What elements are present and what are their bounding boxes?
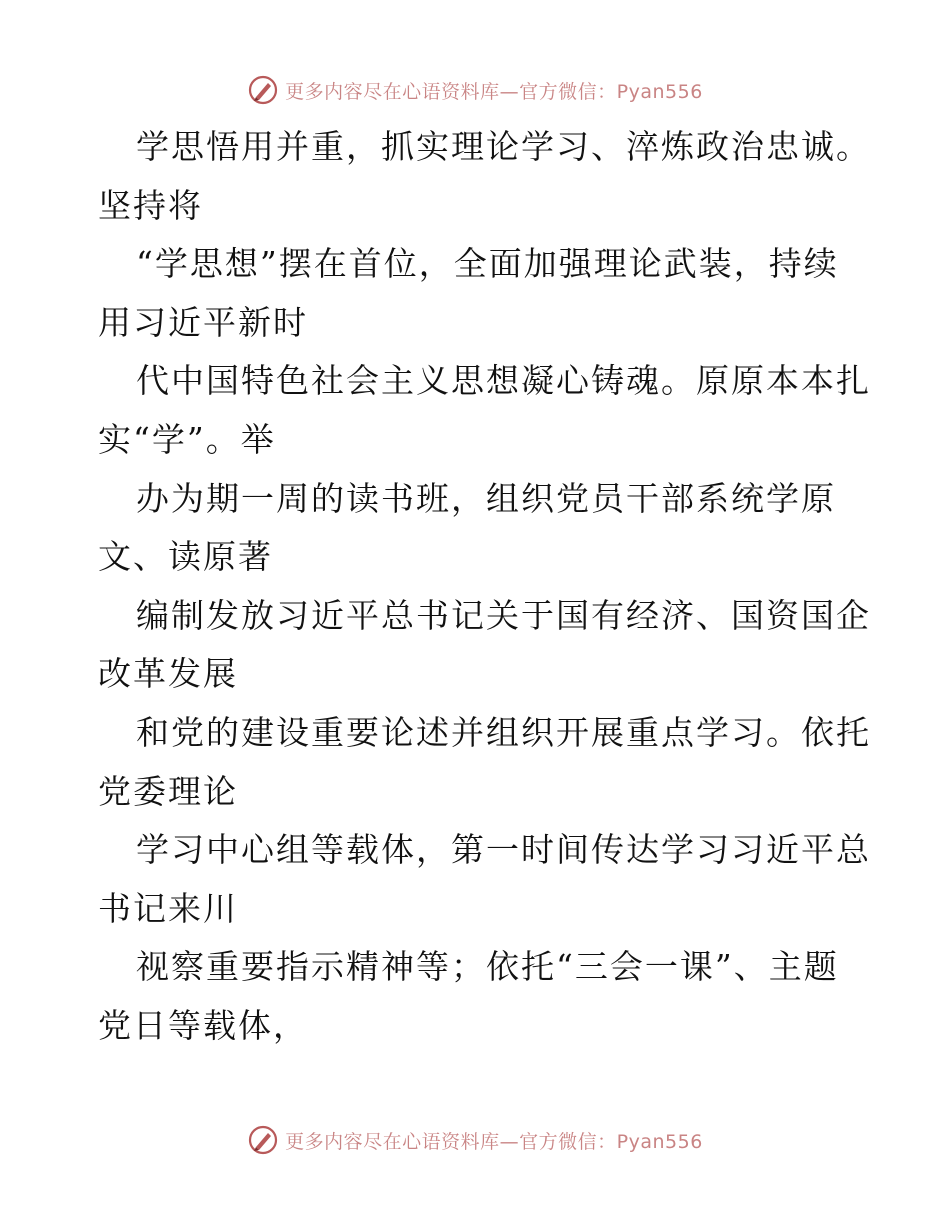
body-line: 党日等载体， xyxy=(98,1005,308,1045)
footer-banner-text: 更多内容尽在心语资料库—官方微信：Pyan556 xyxy=(285,1130,703,1153)
header-banner-handle: Pyan556 xyxy=(616,80,703,103)
body-line: 代中国特色社会主义思想凝心铸魂。原原本本扎 xyxy=(136,361,871,401)
pen-logo-icon xyxy=(247,74,279,106)
body-line: “学思想”摆在首位，全面加强理论武装，持续 xyxy=(136,244,839,284)
body-line: 实“学”。举 xyxy=(98,419,276,459)
pen-logo-icon xyxy=(247,1124,279,1156)
footer-watermark-banner xyxy=(0,1120,950,1160)
body-line: 办为期一周的读书班，组织党员干部系统学原 xyxy=(136,478,836,518)
body-line: 文、读原著 xyxy=(98,537,273,577)
body-line: 改革发展 xyxy=(98,654,238,694)
body-line: 和党的建设重要论述并组织开展重点学习。依托 xyxy=(136,712,871,752)
document-body xyxy=(98,118,871,1056)
footer-banner-handle: Pyan556 xyxy=(616,1130,703,1153)
body-line: 学思悟用并重，抓实理论学习、淬炼政治忠诚。 xyxy=(136,127,871,166)
body-line: 编制发放习近平总书记关于国有经济、国资国企 xyxy=(136,595,871,635)
body-line: 视察重要指示精神等；依托“三会一课”、主题 xyxy=(136,947,839,987)
body-line: 书记来川 xyxy=(98,888,238,928)
body-line: 用习近平新时 xyxy=(98,302,308,342)
body-line: 学习中心组等载体，第一时间传达学习习近平总 xyxy=(136,830,871,870)
header-watermark-banner xyxy=(0,70,950,110)
header-banner-text: 更多内容尽在心语资料库—官方微信：Pyan556 xyxy=(285,80,703,103)
body-line: 坚持将 xyxy=(98,185,203,225)
body-line: 党委理论 xyxy=(98,771,238,811)
